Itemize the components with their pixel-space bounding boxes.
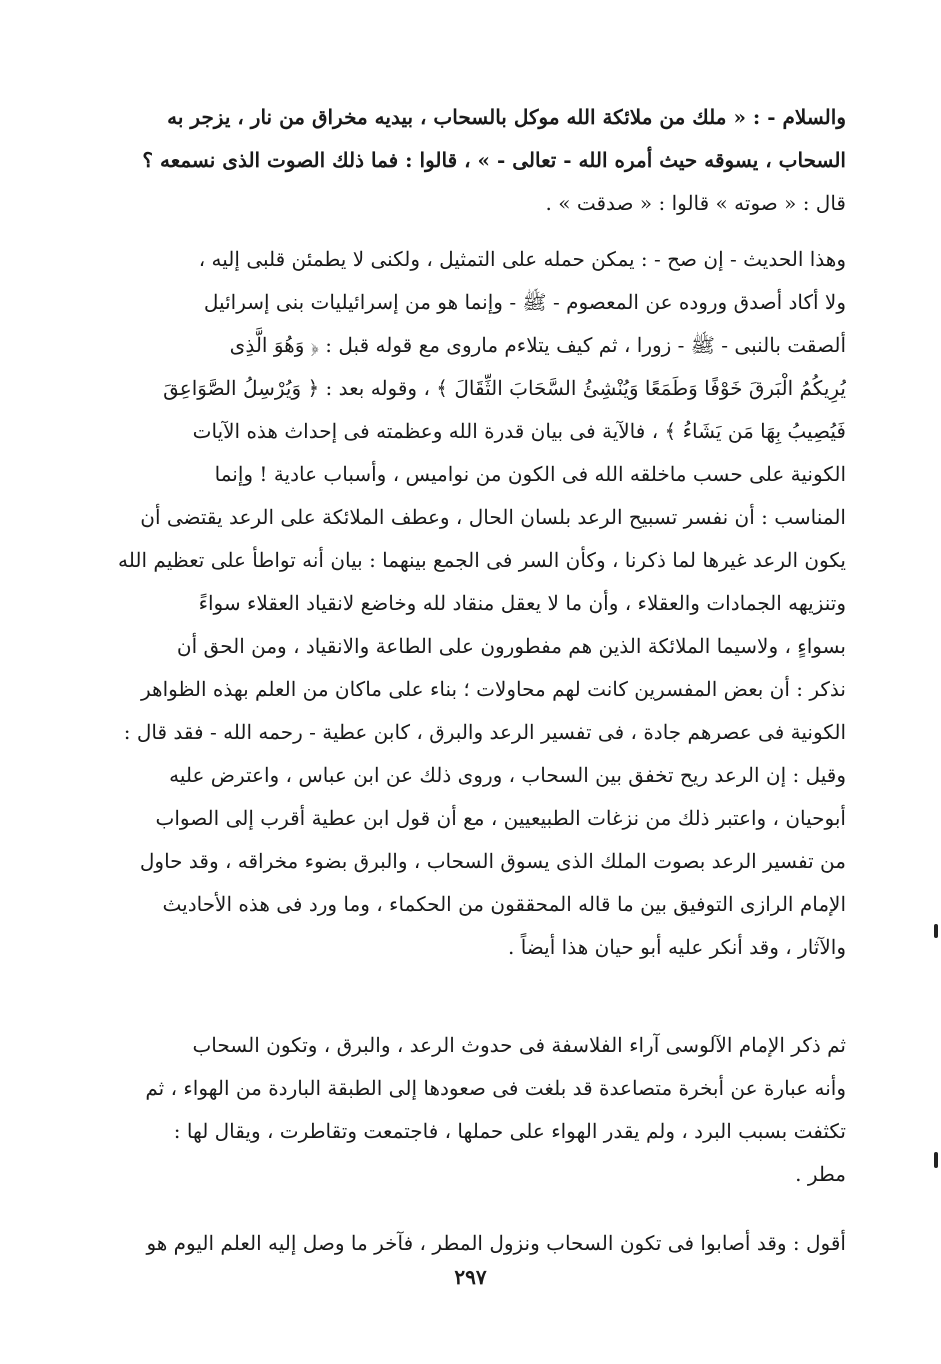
text-line: أبوحيان ، واعتبر ذلك من نزغات الطبيعيين ، مع أن قول ابن عطية أقرب إلى الصواب (155, 806, 846, 830)
text-line: والآثار ، وقد أنكر عليه أبو حيان هذا أيضاً . (508, 935, 846, 959)
text-line: يُرِيكُمُ الْبَرقَ خَوْفًا وَطَمَعًا وَيُنْشِئُ السَّحَابَ الثِّقَالَ ﴾ ، وقوله بعد : ﴿ وَيُرْسِلُ الصَّوَاعِقَ (163, 376, 846, 400)
text-line: وتنزيهه الجمادات والعقلاء ، وأن ما لا يعقل منقاد لله وخاضع لانقياد العقلاء سواءً (198, 591, 846, 615)
paragraph-commentary (108, 238, 846, 969)
text-line: يكون الرعد غيرها لما ذكرنا ، وكأن السر فى الجمع بينهما : بيان أنه تواطأ على تعظيم الله (118, 548, 846, 572)
text-line: المناسب : أن نفسر تسبيح الرعد بلسان الحال ، وعطف الملائكة على الرعد يقتضى أن (140, 505, 846, 529)
text-line: الكونية فى عصرهم جادة ، فى تفسير الرعد والبرق ، كابن عطية - رحمه الله - فقد قال : (123, 720, 846, 744)
text-line: الإمام الرازى التوفيق بين ما قاله المحققون من الحكماء ، وما ورد فى هذه الأحاديث (162, 892, 846, 916)
paragraph-hadith (108, 96, 846, 225)
text-line: والسلام - : « ملك من ملائكة الله موكل بالسحاب ، بيديه مخراق من نار ، يزجر به (167, 105, 846, 129)
text-line: السحاب ، يسوقه حيث أمره الله - تعالى - » ، قالوا : فما ذلك الصوت الذى نسمعه ؟ (142, 148, 846, 172)
text-line: تكثفت بسبب البرد ، ولم يقدر الهواء على حملها ، فاجتمعت وتقاطرت ، ويقال لها : (173, 1119, 846, 1143)
text-line: ألصقت بالنبى - ﷺ - زورا ، ثم كيف يتلاءم ماروى مع قوله قبل : ﴿ وَهُوَ الَّذِى (229, 333, 846, 357)
text-line: وقيل : إن الرعد ريح تخفق بين السحاب ، وروى ذلك عن ابن عباس ، واعترض عليه (169, 763, 846, 787)
paragraph-alusi (108, 1024, 846, 1196)
text-line: وهذا الحديث - إن صح - : يمكن حمله على التمثيل ، ولكنى لا يطمئن قلبى إليه ، (198, 247, 846, 271)
margin-mark (934, 1152, 938, 1168)
text-line: أقول : وقد أصابوا فى تكون السحاب ونزول المطر ، فآخر ما وصل إليه العلم اليوم هو (146, 1231, 846, 1255)
text-line: ولا أكاد أصدق وروده عن المعصوم - ﷺ - وإنما هو من إسرائيليات بنى إسرائيل (203, 290, 846, 314)
page-number: ٢٩٧ (454, 1265, 487, 1289)
text-line: نذكر : أن بعض المفسرين كانت لهم محاولات ؛ بناء على ماكان من العلم بهذه الظواهر (141, 677, 846, 701)
text-line: من تفسير الرعد بصوت الملك الذى يسوق السحاب ، والبرق بضوء مخراقه ، وقد حاول (139, 849, 846, 873)
margin-mark (934, 924, 938, 938)
text-line: الكونية على حسب ماخلقه الله فى الكون من نواميس ، وأسباب عادية ! وإنما (214, 462, 846, 486)
text-line: وأنه عبارة عن أبخرة متصاعدة قد بلغت فى صعودها إلى الطبقة الباردة من الهواء ، ثم (145, 1076, 846, 1100)
text-line: قال : « صوته » قالوا : « صدقت » . (545, 191, 846, 215)
text-line: مطر . (795, 1162, 846, 1186)
text-line: فَيُصِيبُ بِهَا مَن يَشَاءُ ﴾ ، فالآية فى بيان قدرة الله وعظمته فى إحداث هذه الآيات (192, 419, 846, 443)
paragraph-conclusion (108, 1222, 846, 1265)
text-line: بسواءٍ ، ولاسيما الملائكة الذين هم مفطورون على الطاعة والانقياد ، ومن الحق أن (176, 634, 846, 658)
text-line: ثم ذكر الإمام الآلوسى آراء الفلاسفة فى حدوث الرعد ، والبرق ، وتكون السحاب (192, 1033, 846, 1057)
